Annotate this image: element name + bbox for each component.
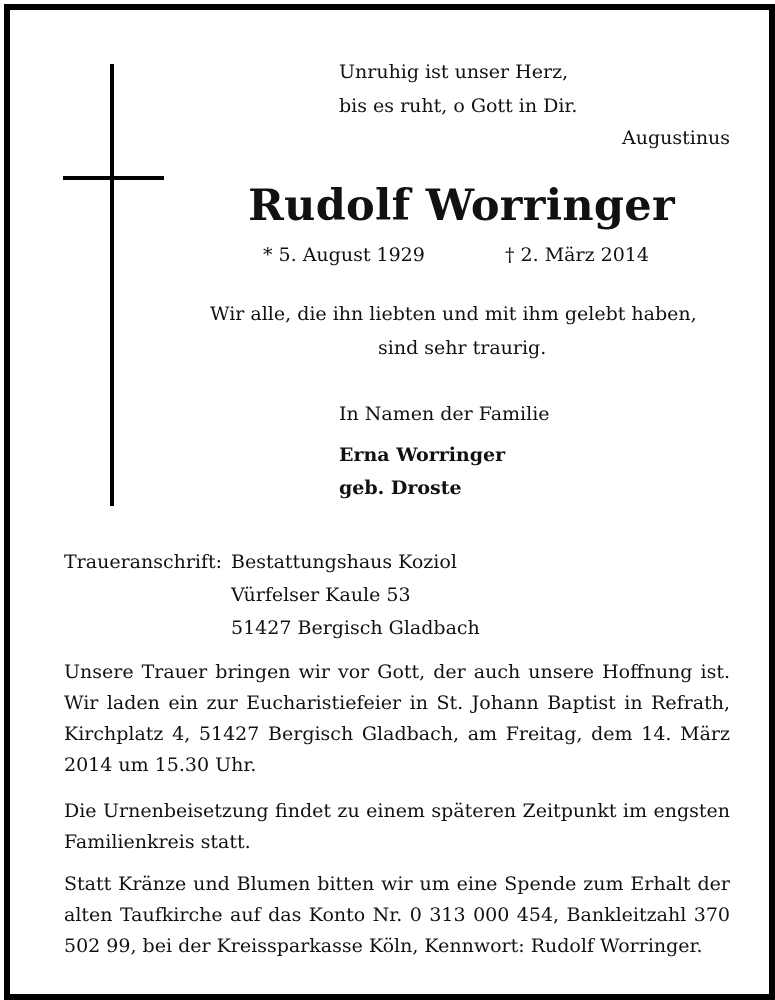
signature-name: Erna Worringer [339,444,506,466]
address-line-1: Bestattungshaus Koziol [231,551,457,573]
address-line-3: 51427 Bergisch Gladbach [231,617,480,639]
paragraph-urn: Die Urnenbeisetzung findet zu einem späteren Zeitpunkt im engsten Familienkreis statt. [64,800,730,853]
mourning-line-1: Wir alle, die ihn liebten und mit ihm gelebt haben, [210,303,697,325]
cross-icon [110,64,114,506]
quote-line-1: Unruhig ist unser Herz, [339,61,569,83]
death-date: † 2. März 2014 [505,244,649,266]
mourning-line-2: sind sehr traurig. [378,337,547,359]
obituary-notice [4,4,775,1000]
paragraph-donation: Statt Kränze und Blumen bitten wir um eine Spende zum Erhalt der alten Taufkirche auf das Konto Nr. 0 313 000 454, Bankleitzahl 370 502 99, bei der Kreissparkasse Köln, Kennwort: Rudolf Worringer. [64,873,730,957]
quote-line-2: bis es ruht, o Gott in Dir. [339,95,578,117]
quote-author: Augustinus [622,127,731,149]
family-line: In Namen der Familie [339,403,550,425]
address-label: Traueranschrift: [64,551,223,573]
birth-date: * 5. August 1929 [263,244,425,266]
paragraph-service: Unsere Trauer bringen wir vor Gott, der auch unsere Hoffnung ist. Wir laden ein zur Eucharistiefeier in St. Johann Baptist in Refrath, Kirchplatz 4, 51427 Bergisch Gladbach, am Freitag, dem 14. März 2014 um 15.30 Uhr. [64,661,730,776]
signature-maiden-name: geb. Droste [339,477,462,499]
address-line-2: Vürfelser Kaule 53 [231,584,411,606]
deceased-name: Rudolf Worringer [248,181,675,231]
